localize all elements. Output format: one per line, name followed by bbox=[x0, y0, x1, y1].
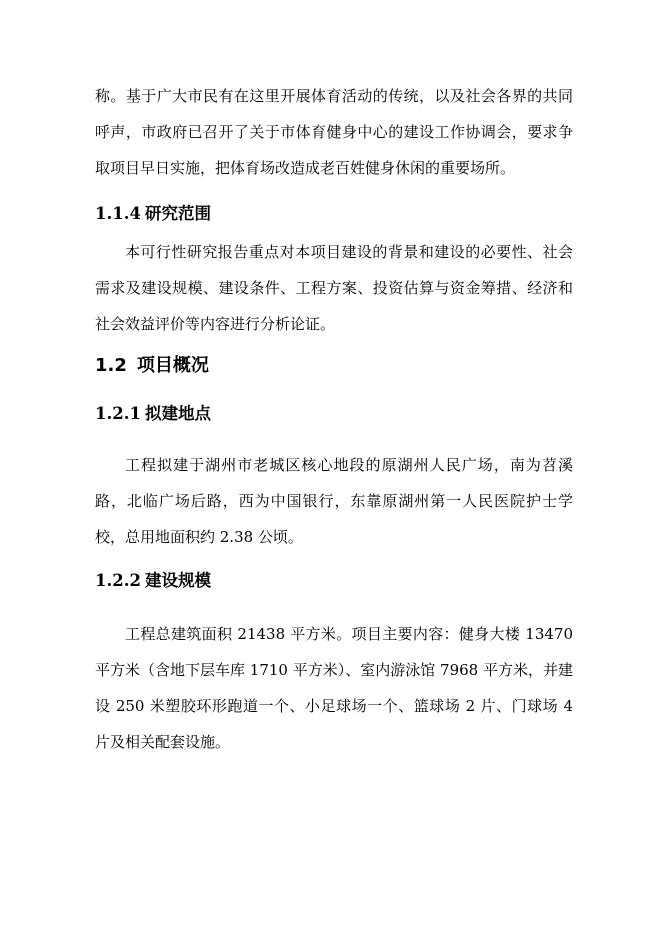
paragraph-scope: 本可行性研究报告重点对本项目建设的背景和建设的必要性、社会需求及建设规模、建设条件、工程方案、投资估算与资金筹措、经济和社会效益评价等内容进行分析论证。 bbox=[95, 243, 573, 333]
heading-number: 1.2 bbox=[95, 355, 127, 376]
heading-number: 1.2.2 bbox=[95, 571, 141, 590]
paragraph-intro: 称。基于广大市民有在这里开展体育活动的传统，以及社会各界的共同呼声，市政府已召开了关于市体育健身中心的建设工作协调会，要求争取项目早日实施，把体育场改造成老百姓健身休闲的重要场所。 bbox=[95, 87, 573, 177]
heading-1-2-2 bbox=[95, 570, 211, 592]
heading-title: 拟建地点 bbox=[144, 404, 211, 423]
paragraph-location: 工程拟建于湖州市老城区核心地段的原湖州人民广场，南为苕溪路，北临广场后路，西为中国银行，东靠原湖州第一人民医院护士学校，总用地面积约 2.38 公顷。 bbox=[95, 456, 573, 546]
heading-number: 1.2.1 bbox=[95, 404, 141, 423]
paragraph-scale: 工程总建筑面积 21438 平方米。项目主要内容：健身大楼 13470 平方米（含地下层车库 1710 平方米）、室内游泳馆 7968 平方米，并建设 250 米塑胶环形跑道一个、小足球场一个、篮球场 2 片、门球场 4 片及相关配套设施。 bbox=[95, 625, 573, 751]
heading-title: 研究范围 bbox=[144, 204, 211, 223]
heading-1-2 bbox=[95, 354, 209, 378]
heading-1-2-1 bbox=[95, 403, 211, 425]
heading-1-1-4 bbox=[95, 203, 211, 225]
heading-title: 建设规模 bbox=[144, 571, 211, 590]
heading-title: 项目概况 bbox=[136, 355, 209, 376]
heading-number: 1.1.4 bbox=[95, 204, 141, 223]
